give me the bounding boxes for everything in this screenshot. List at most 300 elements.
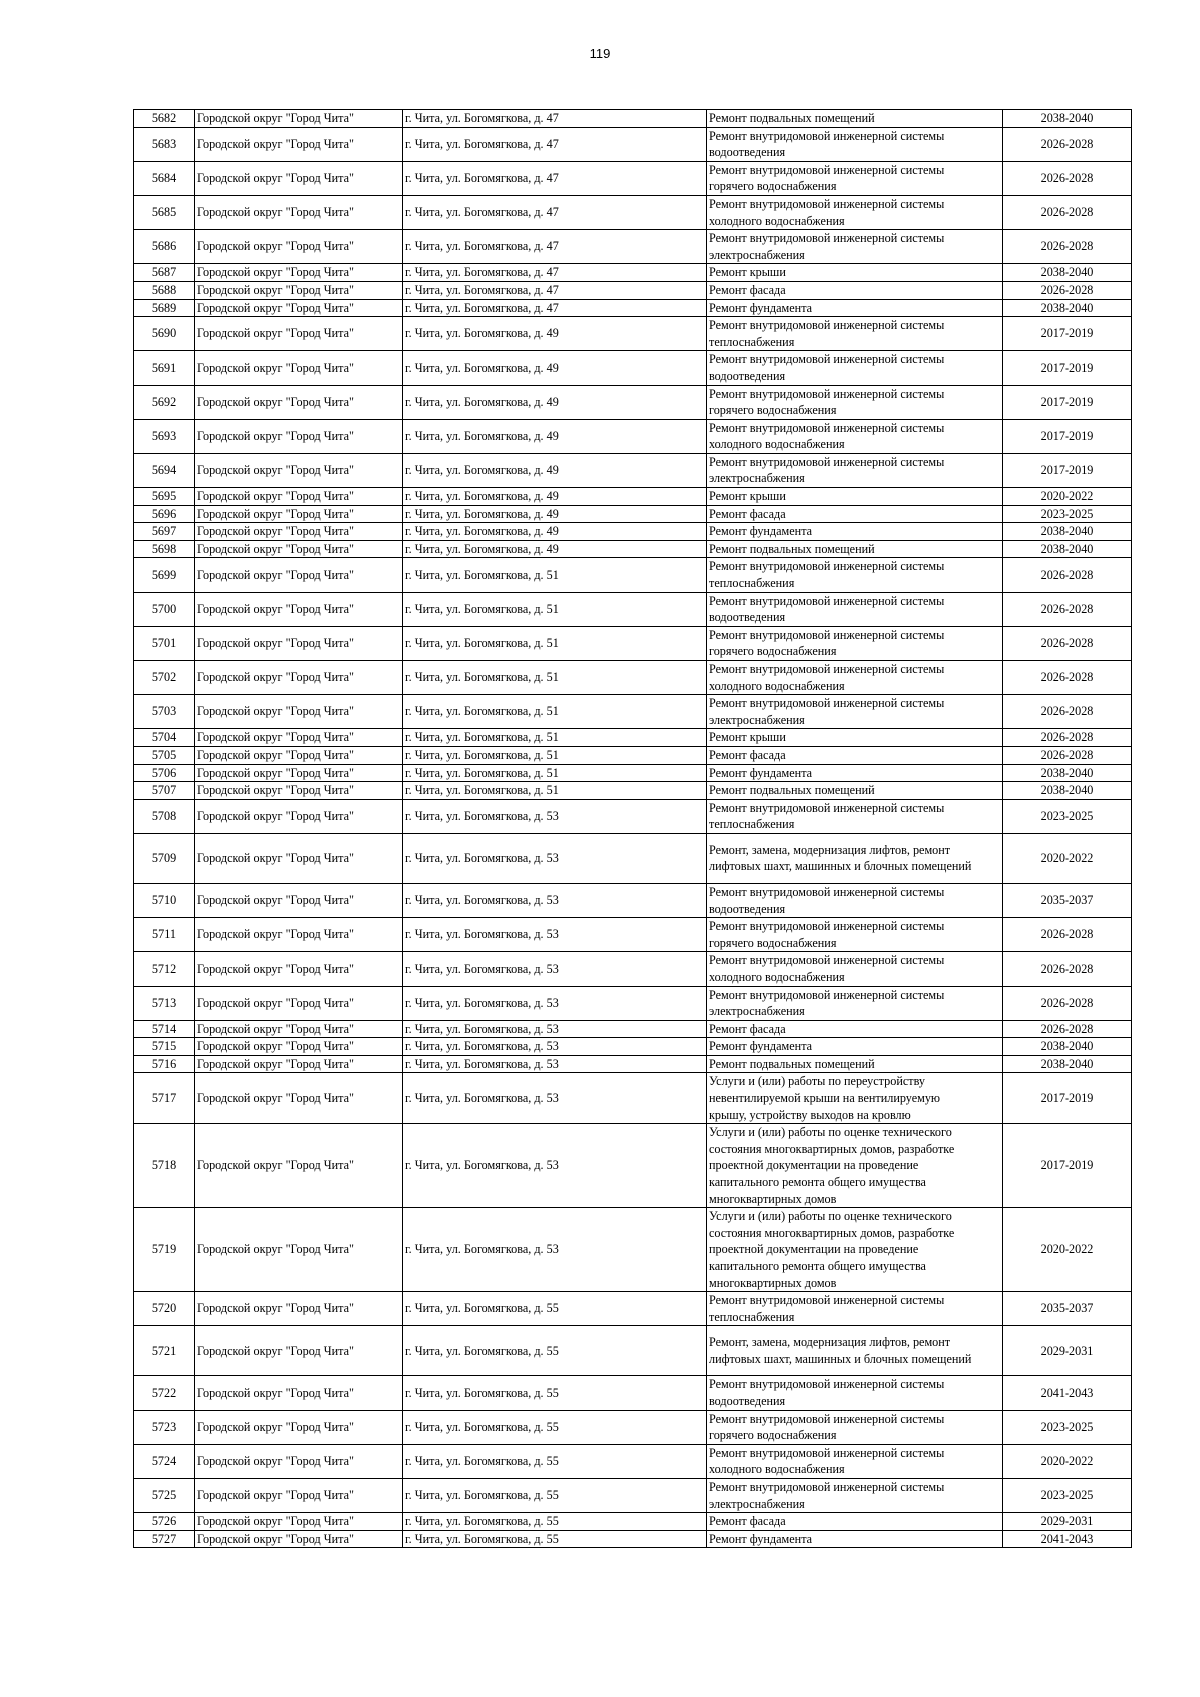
work-type-cell [707, 317, 1003, 351]
row-number-cell: 5708 [134, 799, 195, 833]
work-type-cell [707, 281, 1003, 299]
address-cell: г. Чита, ул. Богомягкова, д. 51 [403, 764, 707, 782]
work-type-line: Ремонт внутридомовой инженерной системы [709, 627, 945, 642]
work-type-line: Ремонт внутридомовой инженерной системы [709, 919, 945, 934]
period-cell: 2038-2040 [1003, 1038, 1132, 1056]
municipality-cell: Городской округ "Город Чита" [195, 883, 403, 917]
municipality-cell: Городской округ "Город Чита" [195, 918, 403, 952]
row-number-cell: 5716 [134, 1055, 195, 1073]
work-type-cell [707, 729, 1003, 747]
work-type-line: Ремонт подвальных помещений [709, 541, 875, 556]
municipality-cell: Городской округ "Город Чита" [195, 317, 403, 351]
municipality-cell: Городской округ "Город Чита" [195, 299, 403, 317]
address-cell: г. Чита, ул. Богомягкова, д. 47 [403, 110, 707, 128]
municipality-cell: Городской округ "Город Чита" [195, 558, 403, 592]
work-type-line: Ремонт внутридомовой инженерной системы [709, 1411, 945, 1426]
work-type-line: холодного водоснабжения [709, 969, 845, 984]
address-cell: г. Чита, ул. Богомягкова, д. 55 [403, 1530, 707, 1548]
period-cell: 2038-2040 [1003, 523, 1132, 541]
period-cell: 2026-2028 [1003, 161, 1132, 195]
address-cell: г. Чита, ул. Богомягкова, д. 53 [403, 1208, 707, 1292]
period-cell: 2017-2019 [1003, 351, 1132, 385]
table-row [134, 626, 1132, 660]
period-cell: 2023-2025 [1003, 1478, 1132, 1512]
table-row [134, 558, 1132, 592]
table-row [134, 883, 1132, 917]
work-type-cell [707, 1444, 1003, 1478]
work-type-cell [707, 299, 1003, 317]
municipality-cell: Городской округ "Город Чита" [195, 729, 403, 747]
work-type-line: Ремонт фасада [709, 1021, 786, 1036]
address-cell: г. Чита, ул. Богомягкова, д. 55 [403, 1444, 707, 1478]
work-type-cell [707, 1478, 1003, 1512]
row-number-cell: 5727 [134, 1530, 195, 1548]
work-type-line: Ремонт внутридомовой инженерной системы [709, 1377, 945, 1392]
table-body [134, 110, 1132, 1548]
table-row [134, 1038, 1132, 1056]
work-type-line: Ремонт крыши [709, 265, 786, 280]
address-cell: г. Чита, ул. Богомягкова, д. 51 [403, 782, 707, 800]
municipality-cell: Городской округ "Город Чита" [195, 626, 403, 660]
work-type-line: горячего водоснабжения [709, 1428, 837, 1443]
work-type-cell [707, 523, 1003, 541]
work-type-line: Ремонт внутридомовой инженерной системы [709, 1293, 945, 1308]
work-type-line: Ремонт фундамента [709, 300, 813, 315]
work-type-cell [707, 1326, 1003, 1376]
address-cell: г. Чита, ул. Богомягкова, д. 53 [403, 952, 707, 986]
work-type-cell [707, 161, 1003, 195]
address-cell: г. Чита, ул. Богомягкова, д. 55 [403, 1292, 707, 1326]
row-number-cell: 5691 [134, 351, 195, 385]
work-type-line: лифтовых шахт, машинных и блочных помещений [709, 1351, 972, 1366]
address-cell: г. Чита, ул. Богомягкова, д. 53 [403, 1073, 707, 1124]
work-type-line: Ремонт подвальных помещений [709, 111, 875, 125]
work-type-line: Услуги и (или) работы по переустройству [709, 1074, 926, 1089]
work-type-cell [707, 592, 1003, 626]
work-type-line: многоквартирных домов [709, 1275, 837, 1290]
work-type-line: водоотведения [709, 368, 786, 383]
work-type-cell [707, 1020, 1003, 1038]
address-cell: г. Чита, ул. Богомягкова, д. 47 [403, 195, 707, 229]
table-row [134, 1326, 1132, 1376]
municipality-cell: Городской округ "Город Чита" [195, 1376, 403, 1410]
page-number: 119 [589, 46, 611, 61]
work-type-line: Ремонт внутридомовой инженерной системы [709, 593, 945, 608]
table-row [134, 746, 1132, 764]
address-cell: г. Чита, ул. Богомягкова, д. 53 [403, 833, 707, 883]
table-row [134, 230, 1132, 264]
row-number-cell: 5726 [134, 1513, 195, 1531]
work-type-cell [707, 833, 1003, 883]
municipality-cell: Городской округ "Город Чита" [195, 1292, 403, 1326]
row-number-cell: 5703 [134, 695, 195, 729]
row-number-cell: 5712 [134, 952, 195, 986]
table-row [134, 592, 1132, 626]
row-number-cell: 5718 [134, 1124, 195, 1208]
work-type-line: электроснабжения [709, 247, 805, 262]
table-row [134, 1478, 1132, 1512]
municipality-cell: Городской округ "Город Чита" [195, 230, 403, 264]
row-number-cell: 5711 [134, 918, 195, 952]
municipality-cell: Городской округ "Город Чита" [195, 1530, 403, 1548]
work-type-cell [707, 661, 1003, 695]
period-cell: 2020-2022 [1003, 1444, 1132, 1478]
period-cell: 2026-2028 [1003, 195, 1132, 229]
municipality-cell: Городской округ "Город Чита" [195, 1055, 403, 1073]
period-cell: 2026-2028 [1003, 952, 1132, 986]
work-type-line: горячего водоснабжения [709, 935, 837, 950]
work-type-line: Ремонт фасада [709, 747, 786, 762]
address-cell: г. Чита, ул. Богомягкова, д. 49 [403, 385, 707, 419]
work-type-line: Ремонт внутридомовой инженерной системы [709, 196, 945, 211]
table-row [134, 799, 1132, 833]
table-row [134, 918, 1132, 952]
work-type-cell [707, 1208, 1003, 1292]
row-number-cell: 5689 [134, 299, 195, 317]
period-cell: 2035-2037 [1003, 1292, 1132, 1326]
work-type-cell [707, 453, 1003, 487]
table-row [134, 986, 1132, 1020]
row-number-cell: 5702 [134, 661, 195, 695]
table-row [134, 195, 1132, 229]
work-type-cell [707, 1073, 1003, 1124]
work-type-cell [707, 782, 1003, 800]
work-type-line: Ремонт фасада [709, 282, 786, 297]
work-type-cell [707, 626, 1003, 660]
work-type-line: теплоснабжения [709, 334, 795, 349]
municipality-cell: Городской округ "Город Чита" [195, 110, 403, 128]
table-row [134, 782, 1132, 800]
period-cell: 2023-2025 [1003, 1410, 1132, 1444]
row-number-cell: 5724 [134, 1444, 195, 1478]
period-cell: 2038-2040 [1003, 782, 1132, 800]
municipality-cell: Городской округ "Город Чита" [195, 695, 403, 729]
address-cell: г. Чита, ул. Богомягкова, д. 55 [403, 1513, 707, 1531]
work-type-line: капитального ремонта общего имущества [709, 1259, 926, 1273]
period-cell: 2038-2040 [1003, 299, 1132, 317]
period-cell: 2026-2028 [1003, 1020, 1132, 1038]
table-row [134, 299, 1132, 317]
period-cell: 2029-2031 [1003, 1326, 1132, 1376]
table-row [134, 695, 1132, 729]
work-type-cell [707, 264, 1003, 282]
work-type-cell [707, 1530, 1003, 1548]
row-number-cell: 5720 [134, 1292, 195, 1326]
work-type-line: Услуги и (или) работы по оценке технического [709, 1209, 952, 1224]
address-cell: г. Чита, ул. Богомягкова, д. 51 [403, 661, 707, 695]
municipality-cell: Городской округ "Город Чита" [195, 488, 403, 506]
address-cell: г. Чита, ул. Богомягкова, д. 51 [403, 729, 707, 747]
work-type-line: Ремонт внутридомовой инженерной системы [709, 162, 945, 177]
municipality-cell: Городской округ "Город Чита" [195, 385, 403, 419]
address-cell: г. Чита, ул. Богомягкова, д. 51 [403, 695, 707, 729]
address-cell: г. Чита, ул. Богомягкова, д. 55 [403, 1478, 707, 1512]
work-type-line: Ремонт крыши [709, 489, 786, 504]
municipality-cell: Городской округ "Город Чита" [195, 1326, 403, 1376]
row-number-cell: 5713 [134, 986, 195, 1020]
municipality-cell: Городской округ "Город Чита" [195, 746, 403, 764]
row-number-cell: 5685 [134, 195, 195, 229]
period-cell: 2035-2037 [1003, 883, 1132, 917]
work-type-line: холодного водоснабжения [709, 678, 845, 693]
period-cell: 2017-2019 [1003, 419, 1132, 453]
row-number-cell: 5697 [134, 523, 195, 541]
work-type-line: Ремонт внутридомовой инженерной системы [709, 128, 945, 143]
table-row [134, 317, 1132, 351]
municipality-cell: Городской округ "Город Чита" [195, 419, 403, 453]
address-cell: г. Чита, ул. Богомягкова, д. 55 [403, 1326, 707, 1376]
work-type-cell [707, 799, 1003, 833]
row-number-cell: 5725 [134, 1478, 195, 1512]
address-cell: г. Чита, ул. Богомягкова, д. 55 [403, 1376, 707, 1410]
work-type-line: крышу, устройству выходов на кровлю [709, 1107, 911, 1122]
address-cell: г. Чита, ул. Богомягкова, д. 47 [403, 264, 707, 282]
address-cell: г. Чита, ул. Богомягкова, д. 53 [403, 1020, 707, 1038]
period-cell: 2026-2028 [1003, 986, 1132, 1020]
work-type-cell [707, 695, 1003, 729]
period-cell: 2026-2028 [1003, 661, 1132, 695]
work-type-line: Ремонт внутридомовой инженерной системы [709, 559, 945, 574]
period-cell: 2020-2022 [1003, 488, 1132, 506]
table-row [134, 1530, 1132, 1548]
work-type-cell [707, 540, 1003, 558]
period-cell: 2038-2040 [1003, 264, 1132, 282]
work-type-line: теплоснабжения [709, 576, 795, 591]
work-type-cell [707, 1038, 1003, 1056]
work-type-cell [707, 746, 1003, 764]
work-type-cell [707, 986, 1003, 1020]
period-cell: 2026-2028 [1003, 626, 1132, 660]
table-row [134, 264, 1132, 282]
table-row [134, 1055, 1132, 1073]
row-number-cell: 5721 [134, 1326, 195, 1376]
row-number-cell: 5695 [134, 488, 195, 506]
table-row [134, 161, 1132, 195]
work-type-line: Ремонт фасада [709, 1514, 786, 1529]
municipality-cell: Городской округ "Город Чита" [195, 986, 403, 1020]
table-row [134, 110, 1132, 128]
period-cell: 2026-2028 [1003, 918, 1132, 952]
municipality-cell: Городской округ "Город Чита" [195, 264, 403, 282]
municipality-cell: Городской округ "Город Чита" [195, 833, 403, 883]
work-type-line: Ремонт фасада [709, 506, 786, 521]
work-type-line: электроснабжения [709, 1004, 805, 1019]
row-number-cell: 5694 [134, 453, 195, 487]
address-cell: г. Чита, ул. Богомягкова, д. 53 [403, 1055, 707, 1073]
row-number-cell: 5696 [134, 505, 195, 523]
work-type-line: проектной документации на проведение [709, 1242, 919, 1257]
row-number-cell: 5688 [134, 281, 195, 299]
table-row [134, 1444, 1132, 1478]
work-type-line: Ремонт внутридомовой инженерной системы [709, 318, 945, 333]
work-type-cell [707, 385, 1003, 419]
work-type-cell [707, 918, 1003, 952]
row-number-cell: 5723 [134, 1410, 195, 1444]
table-row [134, 661, 1132, 695]
row-number-cell: 5698 [134, 540, 195, 558]
work-type-line: Ремонт внутридомовой инженерной системы [709, 662, 945, 676]
period-cell: 2017-2019 [1003, 1124, 1132, 1208]
address-cell: г. Чита, ул. Богомягкова, д. 49 [403, 317, 707, 351]
work-type-line: Ремонт фундамента [709, 1531, 813, 1546]
municipality-cell: Городской округ "Город Чита" [195, 1478, 403, 1512]
address-cell: г. Чита, ул. Богомягкова, д. 53 [403, 799, 707, 833]
work-type-line: многоквартирных домов [709, 1191, 837, 1206]
work-type-line: Ремонт внутридомовой инженерной системы [709, 231, 945, 246]
row-number-cell: 5704 [134, 729, 195, 747]
municipality-cell: Городской округ "Город Чита" [195, 453, 403, 487]
work-type-line: капитального ремонта общего имущества [709, 1175, 926, 1190]
work-type-cell [707, 110, 1003, 128]
municipality-cell: Городской округ "Город Чита" [195, 281, 403, 299]
table-row [134, 127, 1132, 161]
table-row [134, 952, 1132, 986]
work-type-cell [707, 230, 1003, 264]
municipality-cell: Городской округ "Город Чита" [195, 1444, 403, 1478]
municipality-cell: Городской округ "Город Чита" [195, 952, 403, 986]
row-number-cell: 5714 [134, 1020, 195, 1038]
work-type-line: Ремонт внутридомовой инженерной системы [709, 800, 945, 815]
work-type-line: горячего водоснабжения [709, 179, 837, 194]
work-type-line: Ремонт фундамента [709, 765, 813, 780]
work-type-line: электроснабжения [709, 471, 805, 486]
address-cell: г. Чита, ул. Богомягкова, д. 47 [403, 161, 707, 195]
period-cell: 2038-2040 [1003, 110, 1132, 128]
municipality-cell: Городской округ "Город Чита" [195, 1410, 403, 1444]
municipality-cell: Городской округ "Город Чита" [195, 505, 403, 523]
work-type-cell [707, 1292, 1003, 1326]
work-type-cell [707, 1513, 1003, 1531]
row-number-cell: 5707 [134, 782, 195, 800]
municipality-cell: Городской округ "Город Чита" [195, 1124, 403, 1208]
work-type-line: Ремонт внутридомовой инженерной системы [709, 884, 945, 899]
work-type-line: лифтовых шахт, машинных и блочных помещений [709, 859, 972, 874]
address-cell: г. Чита, ул. Богомягкова, д. 47 [403, 127, 707, 161]
period-cell: 2020-2022 [1003, 1208, 1132, 1292]
table-row [134, 385, 1132, 419]
municipality-cell: Городской округ "Город Чита" [195, 661, 403, 695]
address-cell: г. Чита, ул. Богомягкова, д. 49 [403, 505, 707, 523]
work-type-line: Ремонт фундамента [709, 1039, 813, 1054]
address-cell: г. Чита, ул. Богомягкова, д. 51 [403, 558, 707, 592]
address-cell: г. Чита, ул. Богомягкова, д. 51 [403, 746, 707, 764]
work-type-line: Ремонт внутридомовой инженерной системы [709, 696, 945, 711]
work-type-cell [707, 195, 1003, 229]
municipality-cell: Городской округ "Город Чита" [195, 782, 403, 800]
work-type-line: проектной документации на проведение [709, 1158, 919, 1173]
period-cell: 2038-2040 [1003, 540, 1132, 558]
period-cell: 2023-2025 [1003, 505, 1132, 523]
period-cell: 2020-2022 [1003, 833, 1132, 883]
work-type-line: водоотведения [709, 1393, 786, 1408]
work-type-line: Ремонт внутридомовой инженерной системы [709, 420, 945, 435]
municipality-cell: Городской округ "Город Чита" [195, 161, 403, 195]
work-type-cell [707, 505, 1003, 523]
table-row [134, 1513, 1132, 1531]
work-type-cell [707, 1410, 1003, 1444]
municipality-cell: Городской округ "Город Чита" [195, 1208, 403, 1292]
work-type-line: электроснабжения [709, 712, 805, 727]
work-type-line: холодного водоснабжения [709, 213, 845, 228]
work-type-cell [707, 488, 1003, 506]
work-type-line: Ремонт внутридомовой инженерной системы [709, 1479, 945, 1494]
work-type-line: Услуги и (или) работы по оценке технического [709, 1125, 952, 1140]
period-cell: 2017-2019 [1003, 1073, 1132, 1124]
address-cell: г. Чита, ул. Богомягкова, д. 49 [403, 488, 707, 506]
work-type-cell [707, 883, 1003, 917]
repair-schedule-table [133, 109, 1132, 1548]
municipality-cell: Городской округ "Город Чита" [195, 540, 403, 558]
municipality-cell: Городской округ "Город Чита" [195, 764, 403, 782]
address-cell: г. Чита, ул. Богомягкова, д. 51 [403, 626, 707, 660]
work-type-line: Ремонт внутридомовой инженерной системы [709, 987, 945, 1002]
period-cell: 2026-2028 [1003, 230, 1132, 264]
work-type-line: горячего водоснабжения [709, 403, 837, 418]
table-row [134, 1292, 1132, 1326]
work-type-line: Ремонт внутридомовой инженерной системы [709, 454, 945, 469]
work-type-line: холодного водоснабжения [709, 437, 845, 452]
address-cell: г. Чита, ул. Богомягкова, д. 47 [403, 299, 707, 317]
table-row [134, 540, 1132, 558]
work-type-line: холодного водоснабжения [709, 1462, 845, 1477]
row-number-cell: 5690 [134, 317, 195, 351]
address-cell: г. Чита, ул. Богомягкова, д. 47 [403, 281, 707, 299]
period-cell: 2026-2028 [1003, 281, 1132, 299]
work-type-line: водоотведения [709, 145, 786, 160]
period-cell: 2023-2025 [1003, 799, 1132, 833]
row-number-cell: 5719 [134, 1208, 195, 1292]
work-type-line: Ремонт внутридомовой инженерной системы [709, 1445, 945, 1460]
row-number-cell: 5686 [134, 230, 195, 264]
table-row [134, 505, 1132, 523]
row-number-cell: 5701 [134, 626, 195, 660]
municipality-cell: Городской округ "Город Чита" [195, 592, 403, 626]
work-type-cell [707, 351, 1003, 385]
address-cell: г. Чита, ул. Богомягкова, д. 47 [403, 230, 707, 264]
work-type-line: состояния многоквартирных домов, разработке [709, 1225, 955, 1240]
period-cell: 2026-2028 [1003, 695, 1132, 729]
row-number-cell: 5706 [134, 764, 195, 782]
table-row [134, 764, 1132, 782]
table-row [134, 833, 1132, 883]
work-type-line: Ремонт внутридомовой инженерной системы [709, 386, 945, 401]
table-row [134, 523, 1132, 541]
address-cell: г. Чита, ул. Богомягкова, д. 49 [403, 419, 707, 453]
work-type-cell [707, 1055, 1003, 1073]
address-cell: г. Чита, ул. Богомягкова, д. 49 [403, 351, 707, 385]
period-cell: 2017-2019 [1003, 385, 1132, 419]
period-cell: 2029-2031 [1003, 1513, 1132, 1531]
municipality-cell: Городской округ "Город Чита" [195, 1038, 403, 1056]
address-cell: г. Чита, ул. Богомягкова, д. 53 [403, 1038, 707, 1056]
table-row [134, 1376, 1132, 1410]
work-type-line: водоотведения [709, 901, 786, 916]
row-number-cell: 5699 [134, 558, 195, 592]
work-type-line: теплоснабжения [709, 817, 795, 832]
row-number-cell: 5700 [134, 592, 195, 626]
address-cell: г. Чита, ул. Богомягкова, д. 53 [403, 1124, 707, 1208]
work-type-cell [707, 952, 1003, 986]
work-type-line: Ремонт фундамента [709, 524, 813, 539]
table-row [134, 419, 1132, 453]
municipality-cell: Городской округ "Город Чита" [195, 799, 403, 833]
work-type-line: Ремонт крыши [709, 730, 786, 745]
period-cell: 2041-2043 [1003, 1376, 1132, 1410]
row-number-cell: 5717 [134, 1073, 195, 1124]
period-cell: 2038-2040 [1003, 764, 1132, 782]
work-type-line: состояния многоквартирных домов, разработке [709, 1141, 955, 1156]
municipality-cell: Городской округ "Город Чита" [195, 1513, 403, 1531]
